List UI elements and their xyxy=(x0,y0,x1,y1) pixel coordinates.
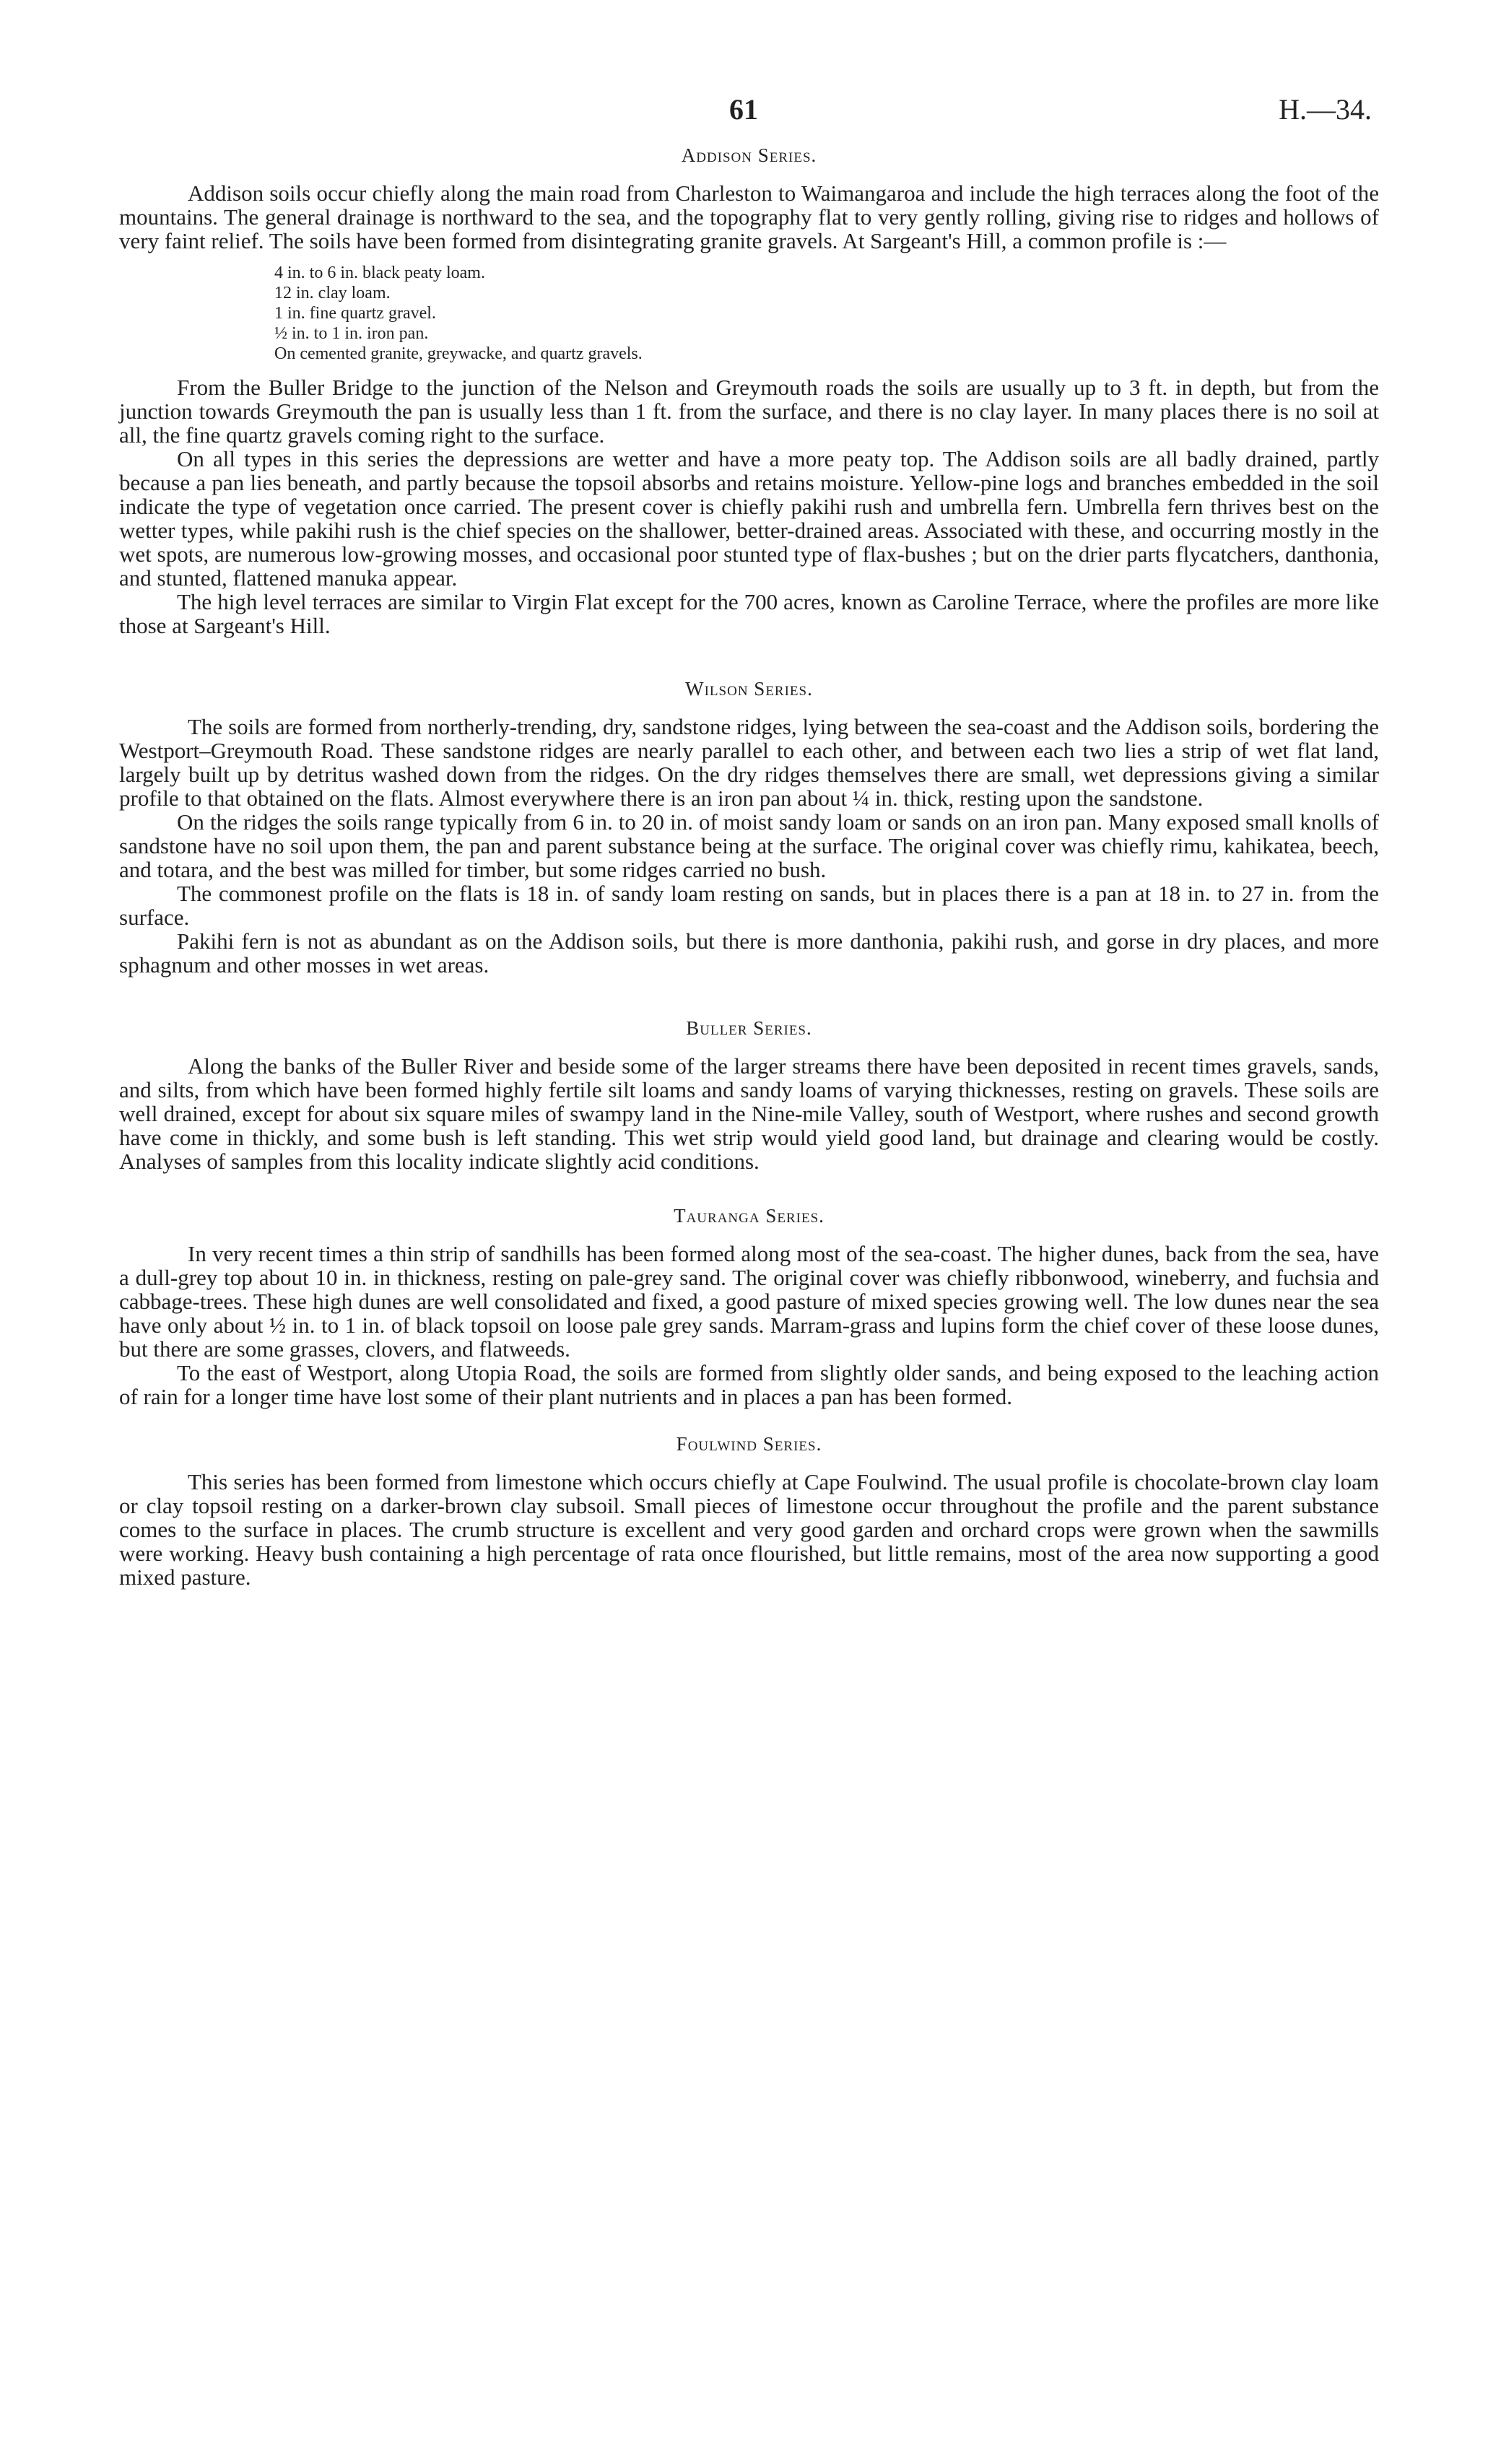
profile-layer: 1 in. fine quartz gravel. xyxy=(274,304,436,323)
paragraph: The commonest profile on the flats is 18 in. of sandy loam resting on sands, but in places there is a pan at 18 in. to 27 in. from the surface. xyxy=(119,881,1379,930)
section-title: Wilson Series. xyxy=(685,678,813,700)
profile-layer: 4 in. to 6 in. black peaty loam. xyxy=(274,264,485,282)
paragraph: The soils are formed from northerly-trending, dry, sandstone ridges, lying between the sea-coast and the Addison soils, bordering the Westport–Greymouth Road. These sandstone ridges are nearly parallel to each other, and between each two lies a strip of wet flat land, largely built up by detritus washed down from the ridges. On the dry ridges themselves there are small, wet depressions giving a similar profile to that obtained on the flats. Almost everywhere there is an iron pan about ¼ in. thick, resting upon the sandstone. xyxy=(119,714,1379,811)
paragraph: From the Buller Bridge to the junction of the Nelson and Greymouth roads the soils are usually up to 3 ft. in depth, but from the junction towards Greymouth the pan is usually less than 1 ft. from the surface, and there is no clay layer. In many places there is no soil at all, the fine quartz gravels coming right to the surface. xyxy=(119,375,1379,448)
paragraph: On all types in this series the depressions are wetter and have a more peaty top. The Addison soils are all badly drained, partly because a pan lies beneath, and partly because the topsoil absorbs and retains moisture. Yellow-pine logs and branches embedded in the soil indicate the type of vegetation once carried. The present cover is chiefly pakihi rush and umbrella fern. Umbrella fern thrives best on the wetter types, while pakihi rush is the chief species on the shallower, better-drained areas. Associated with these, and occurring mostly in the wet spots, are numerous low-growing mosses, and occasional poor stunted type of flax-bushes ; but on the drier parts flycatchers, danthonia, and stunted, flattened manuka appear. xyxy=(119,446,1379,591)
section-title: Addison Series. xyxy=(681,144,817,166)
page-number: 61 xyxy=(729,93,758,126)
paragraph: In very recent times a thin strip of sandhills has been formed along most of the sea-coast. The higher dunes, back from the sea, have a dull-grey top about 10 in. in thickness, resting on pale-grey sand. The original cover was chiefly ribbonwood, wineberry, and fuchsia and cabbage-trees. These high dunes are well consolidated and fixed, a good pasture of mixed species growing well. The low dunes near the sea have only about ½ in. to 1 in. of black topsoil on loose pale grey sands. Marram-grass and lupins form the chief cover of these loose dunes, but there are some grasses, clovers, and flatweeds. xyxy=(119,1241,1379,1362)
section-addison xyxy=(119,144,1379,637)
paragraph: Addison soils occur chiefly along the main road from Charleston to Waimangaroa and include the high terraces along the foot of the mountains. The general drainage is northward to the sea, and the topography flat to very gently rolling, giving rise to ridges and hollows of very faint relief. The soils have been formed from disintegrating granite gravels. At Sargeant's Hill, a common profile is :— xyxy=(119,180,1379,253)
section-title: Buller Series. xyxy=(686,1017,812,1039)
soil-profile-list xyxy=(274,263,1379,364)
paragraph: Pakihi fern is not as abundant as on the Addison soils, but there is more danthonia, pakihi rush, and gorse in dry places, and more sphagnum and other mosses in wet areas. xyxy=(119,928,1379,978)
profile-layer: 12 in. clay loam. xyxy=(274,284,391,302)
paragraph: To the east of Westport, along Utopia Road, the soils are formed from slightly older sands, and being exposed to the leaching action of rain for a longer time have lost some of their plant nutrients and in places a pan has been formed. xyxy=(119,1360,1379,1409)
section-foulwind xyxy=(119,1433,1379,1589)
profile-layer: ½ in. to 1 in. iron pan. xyxy=(274,324,429,343)
document-reference: H.—34. xyxy=(1279,93,1372,126)
paragraph: This series has been formed from limestone which occurs chiefly at Cape Foulwind. The usual profile is chocolate-brown clay loam or clay topsoil resting on a darker-brown clay subsoil. Small pieces of limestone occur throughout the profile and the parent substance comes to the surface in places. The crumb structure is excellent and very good garden and orchard crops were grown when the sawmills were working. Heavy bush containing a high percentage of rata once flourished, but little remains, most of the area now supporting a good mixed pasture. xyxy=(119,1469,1379,1590)
section-title: Tauranga Series. xyxy=(674,1205,825,1227)
section-tauranga xyxy=(119,1205,1379,1409)
profile-layer: On cemented granite, greywacke, and quartz gravels. xyxy=(274,344,643,363)
paragraph: On the ridges the soils range typically from 6 in. to 20 in. of moist sandy loam or sands on an iron pan. Many exposed small knolls of sandstone have no soil upon them, the pan and parent substance being at the surface. The original cover was chiefly rimu, kahikatea, beech, and totara, and the best was milled for timber, but some ridges carried no bush. xyxy=(119,809,1379,882)
page-content xyxy=(119,144,1379,1589)
paragraph: Along the banks of the Buller River and beside some of the larger streams there have been deposited in recent times gravels, sands, and silts, from which have been formed highly fertile silt loams and sandy loams of varying thicknesses, resting on gravels. These soils are well drained, except for about six square miles of swampy land in the Nine-mile Valley, south of Westport, where rushes and second growth have come in thickly, and some bush is left standing. This wet strip would yield good land, but drainage and clearing would be costly. Analyses of samples from this locality indicate slightly acid conditions. xyxy=(119,1053,1379,1174)
section-title: Foulwind Series. xyxy=(676,1433,822,1455)
section-wilson xyxy=(119,678,1379,977)
paragraph: The high level terraces are similar to Virgin Flat except for the 700 acres, known as Caroline Terrace, where the profiles are more like those at Sargeant's Hill. xyxy=(119,589,1379,638)
section-buller xyxy=(119,1017,1379,1173)
